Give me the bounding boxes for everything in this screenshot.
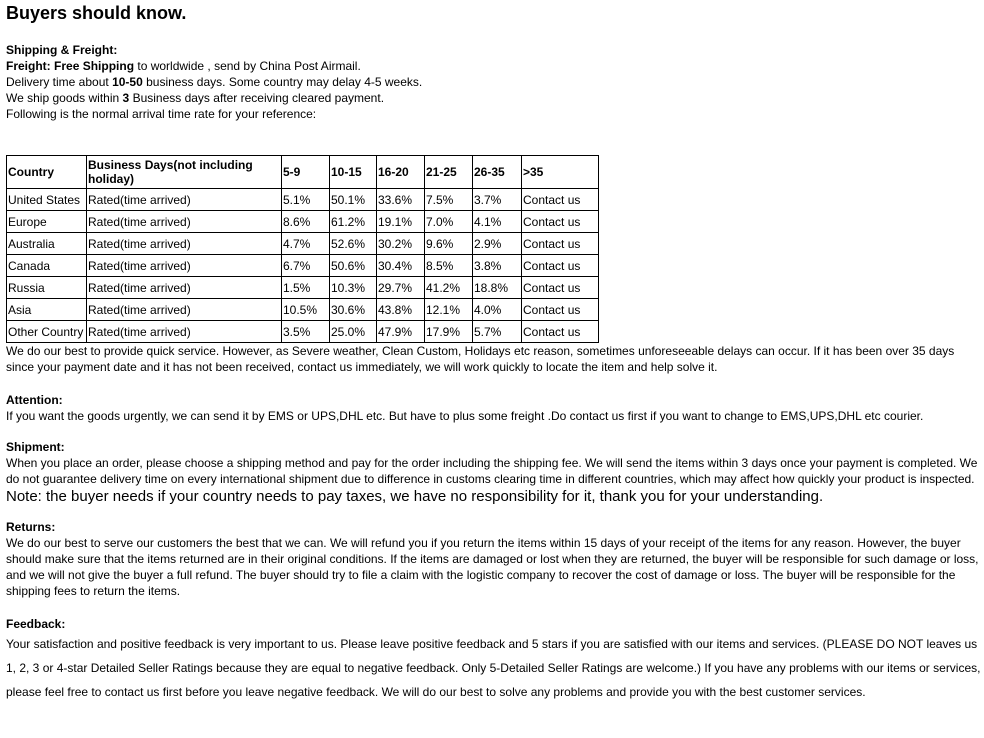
rate-5-9-cell: 6.7% bbox=[282, 255, 330, 277]
rate-10-15-cell: 30.6% bbox=[330, 299, 377, 321]
country-cell: Asia bbox=[7, 299, 87, 321]
attention-heading: Attention: bbox=[6, 393, 63, 407]
freight-rest: to worldwide , send by China Post Airmail. bbox=[137, 59, 361, 73]
rate-label-cell: Rated(time arrived) bbox=[87, 189, 282, 211]
rate-5-9-cell: 5.1% bbox=[282, 189, 330, 211]
rate-16-20-cell: 19.1% bbox=[377, 211, 425, 233]
rate-over-35-cell: Contact us bbox=[522, 277, 599, 299]
rate-21-25-cell: 41.2% bbox=[425, 277, 473, 299]
table-row bbox=[7, 321, 599, 343]
rate-21-25-cell: 9.6% bbox=[425, 233, 473, 255]
freight-label: Freight: bbox=[6, 59, 51, 73]
country-cell: Other Country bbox=[7, 321, 87, 343]
rate-label-cell: Rated(time arrived) bbox=[87, 299, 282, 321]
ship-within-line bbox=[6, 90, 984, 106]
rate-16-20-cell: 30.4% bbox=[377, 255, 425, 277]
rate-26-35-cell: 5.7% bbox=[473, 321, 522, 343]
rate-5-9-cell: 8.6% bbox=[282, 211, 330, 233]
feedback-text: Your satisfaction and positive feedback is very important to us. Please leave positive feedback and 5 stars if you are satisfied with our items and services. (PLEASE DO NOT leaves us 1, 2, 3 or 4-star Detailed Seller Ratings because they are equal to negative feedback. Only 5-Detailed Seller Ratings are welcome.) If you have any problems with our items or services, please feel free to contact us first before you leave negative feedback. We will do our best to solve any problems and provide you with the best customer services. bbox=[6, 637, 981, 699]
freight-line bbox=[6, 58, 984, 74]
header-21-25: 21-25 bbox=[425, 156, 473, 189]
rate-5-9-cell: 4.7% bbox=[282, 233, 330, 255]
delivery-time-after: business days. Some country may delay 4-5 weeks. bbox=[146, 75, 423, 89]
rate-over-35-cell: Contact us bbox=[522, 321, 599, 343]
returns-heading: Returns: bbox=[6, 520, 56, 534]
rate-over-35-cell: Contact us bbox=[522, 233, 599, 255]
rate-16-20-cell: 43.8% bbox=[377, 299, 425, 321]
rate-26-35-cell: 4.0% bbox=[473, 299, 522, 321]
rate-16-20-cell: 33.6% bbox=[377, 189, 425, 211]
rate-16-20-cell: 47.9% bbox=[377, 321, 425, 343]
feedback-heading: Feedback: bbox=[6, 617, 66, 631]
delivery-time-before: Delivery time about bbox=[6, 75, 109, 89]
header-10-15: 10-15 bbox=[330, 156, 377, 189]
rate-26-35-cell: 2.9% bbox=[473, 233, 522, 255]
country-cell: Australia bbox=[7, 233, 87, 255]
buyers-info-page bbox=[0, 2, 984, 704]
table-row bbox=[7, 255, 599, 277]
rate-label-cell: Rated(time arrived) bbox=[87, 211, 282, 233]
table-row bbox=[7, 189, 599, 211]
country-cell: Europe bbox=[7, 211, 87, 233]
attention-section bbox=[6, 392, 984, 424]
rate-over-35-cell: Contact us bbox=[522, 255, 599, 277]
rate-label-cell: Rated(time arrived) bbox=[87, 277, 282, 299]
rate-21-25-cell: 7.0% bbox=[425, 211, 473, 233]
header-5-9: 5-9 bbox=[282, 156, 330, 189]
ship-within-after: Business days after receiving cleared payment. bbox=[132, 91, 385, 105]
ship-within-before: We ship goods within bbox=[6, 91, 120, 105]
rate-21-25-cell: 17.9% bbox=[425, 321, 473, 343]
rate-21-25-cell: 12.1% bbox=[425, 299, 473, 321]
rate-21-25-cell: 7.5% bbox=[425, 189, 473, 211]
shipping-section bbox=[6, 42, 984, 122]
header-16-20: 16-20 bbox=[377, 156, 425, 189]
rate-26-35-cell: 3.8% bbox=[473, 255, 522, 277]
rate-5-9-cell: 1.5% bbox=[282, 277, 330, 299]
header-business-days: Business Days(not including holiday) bbox=[87, 156, 282, 189]
rate-16-20-cell: 29.7% bbox=[377, 277, 425, 299]
rate-10-15-cell: 25.0% bbox=[330, 321, 377, 343]
country-cell: Canada bbox=[7, 255, 87, 277]
rate-over-35-cell: Contact us bbox=[522, 189, 599, 211]
rate-10-15-cell: 61.2% bbox=[330, 211, 377, 233]
rate-over-35-cell: Contact us bbox=[522, 211, 599, 233]
rate-10-15-cell: 52.6% bbox=[330, 233, 377, 255]
rate-26-35-cell: 4.1% bbox=[473, 211, 522, 233]
rate-5-9-cell: 3.5% bbox=[282, 321, 330, 343]
country-cell: Russia bbox=[7, 277, 87, 299]
arrival-rate-intro: Following is the normal arrival time rate for your reference: bbox=[6, 107, 317, 121]
rate-10-15-cell: 50.6% bbox=[330, 255, 377, 277]
rate-label-cell: Rated(time arrived) bbox=[87, 233, 282, 255]
ship-within-value: 3 bbox=[122, 91, 130, 105]
page-title: Buyers should know. bbox=[6, 3, 187, 23]
free-shipping-value: Free Shipping bbox=[54, 59, 135, 73]
table-header-row bbox=[7, 156, 599, 189]
returns-text: We do our best to serve our customers the best that we can. We will refund you if you return the items within 15 days of your receipt of the items for any reason. However, the buyer should make sure that the items returned are in their original conditions. If the items are damaged or lost when they are returned, the buyer will be responsible for such damage or loss, and we will not give the buyer a full refund. The buyer should try to file a claim with the logistic company to recover the cost of damage or loss. The buyer will be responsible for the shipping fees to return the items. bbox=[6, 536, 979, 598]
rate-5-9-cell: 10.5% bbox=[282, 299, 330, 321]
delivery-days-value: 10-50 bbox=[112, 75, 143, 89]
rate-label-cell: Rated(time arrived) bbox=[87, 321, 282, 343]
country-cell: United States bbox=[7, 189, 87, 211]
rate-label-cell: Rated(time arrived) bbox=[87, 255, 282, 277]
header-country: Country bbox=[7, 156, 87, 189]
taxes-note: Note: the buyer needs if your country needs to pay taxes, we have no responsibility for it, thank you for your understanding. bbox=[6, 488, 824, 505]
attention-text: If you want the goods urgently, we can send it by EMS or UPS,DHL etc. But have to plus some freight .Do contact us first if you want to change to EMS,UPS,DHL etc courier. bbox=[6, 409, 924, 423]
rate-21-25-cell: 8.5% bbox=[425, 255, 473, 277]
header-26-35: 26-35 bbox=[473, 156, 522, 189]
shipment-heading: Shipment: bbox=[6, 440, 65, 454]
arrival-rate-table bbox=[6, 155, 599, 343]
table-row bbox=[7, 277, 599, 299]
shipping-heading: Shipping & Freight: bbox=[6, 43, 118, 57]
delivery-time-line bbox=[6, 74, 984, 90]
rate-26-35-cell: 18.8% bbox=[473, 277, 522, 299]
rate-26-35-cell: 3.7% bbox=[473, 189, 522, 211]
shipment-text: When you place an order, please choose a shipping method and pay for the order including the shipping fee. We will send the items within 3 days once your payment is completed. We do not guarantee delivery time on every international shipment due to difference in customs clearing time in different countries, which may affect how quickly your product is inspected. bbox=[6, 456, 978, 486]
delay-note: We do our best to provide quick service. However, as Severe weather, Clean Custom, Holidays etc reason, sometimes unforeseeable delays can occur. If it has been over 35 days since your payment date and it has not been received, contact us immediately, we will work quickly to locate the item and help solve it. bbox=[6, 344, 955, 374]
table-row bbox=[7, 299, 599, 321]
returns-section bbox=[6, 519, 984, 599]
rate-16-20-cell: 30.2% bbox=[377, 233, 425, 255]
rate-10-15-cell: 50.1% bbox=[330, 189, 377, 211]
shipment-section bbox=[6, 439, 984, 507]
header-over-35: >35 bbox=[522, 156, 599, 189]
table-row bbox=[7, 233, 599, 255]
rate-10-15-cell: 10.3% bbox=[330, 277, 377, 299]
rate-over-35-cell: Contact us bbox=[522, 299, 599, 321]
feedback-section bbox=[6, 616, 984, 704]
table-row bbox=[7, 211, 599, 233]
